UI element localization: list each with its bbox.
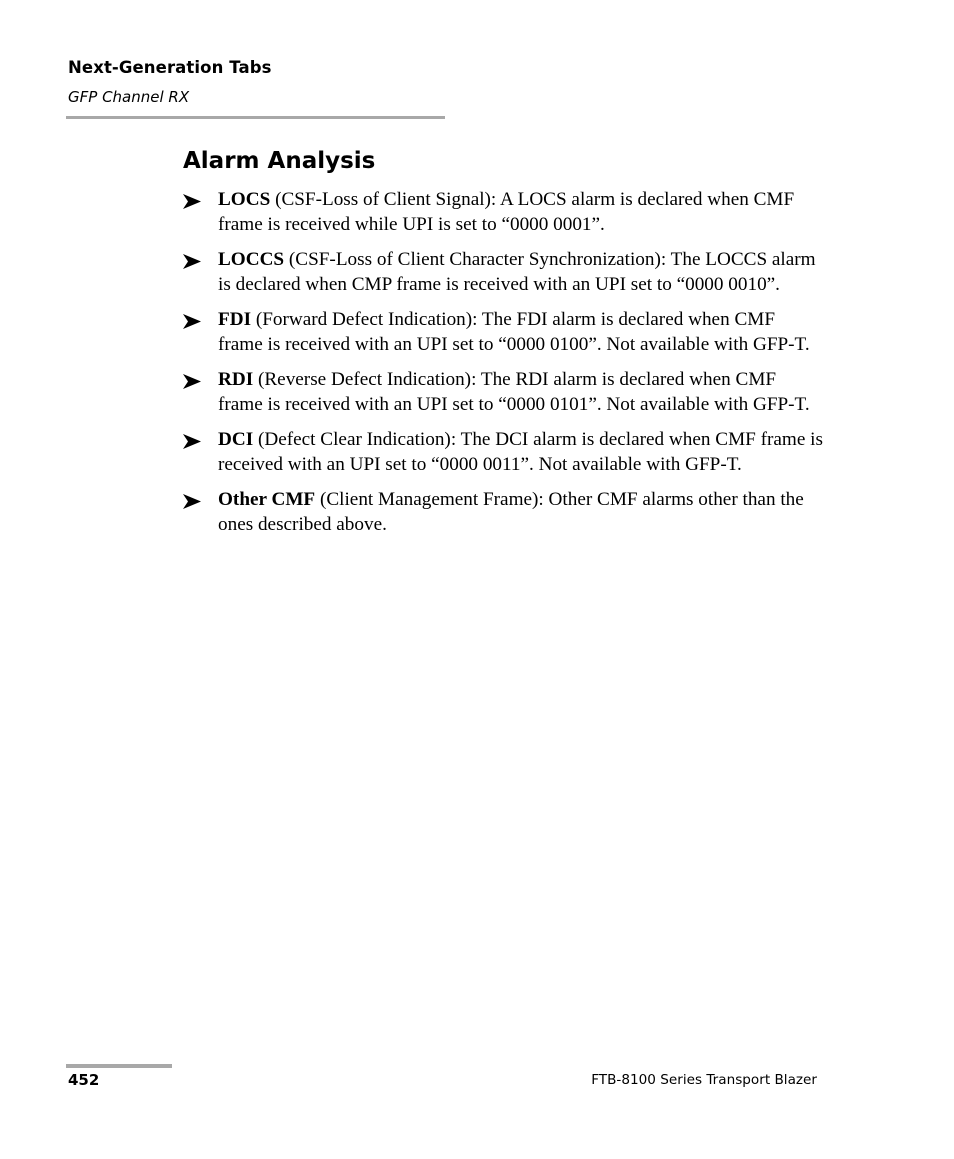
arrowhead-bullet-icon — [183, 314, 201, 329]
page-title: Alarm Analysis — [183, 148, 376, 174]
arrowhead-bullet-icon — [183, 494, 201, 509]
list-item-fdi — [183, 308, 823, 357]
list-item-rdi — [183, 368, 823, 417]
footer-product-title: FTB-8100 Series Transport Blazer — [591, 1072, 817, 1088]
footer-divider — [66, 1064, 172, 1068]
arrowhead-bullet-icon — [183, 194, 201, 209]
alarm-term: RDI — [218, 369, 254, 390]
header-subsection-title: GFP Channel RX — [68, 88, 190, 106]
alarm-description: (Reverse Defect Indication): The RDI alarm is declared when CMF frame is received with an UPI set to “0000 0101”. Not available with GFP-T. — [218, 369, 810, 415]
header-section-title: Next-Generation Tabs — [68, 58, 272, 77]
alarm-term: DCI — [218, 429, 254, 450]
arrowhead-bullet-icon — [183, 254, 201, 269]
alarm-description: (CSF-Loss of Client Character Synchronization): The LOCCS alarm is declared when CMP frame is received with an UPI set to “0000 0010”. — [218, 249, 816, 295]
alarm-term: Other CMF — [218, 489, 316, 510]
alarm-term: LOCS — [218, 189, 271, 210]
alarm-description: (Defect Clear Indication): The DCI alarm is declared when CMF frame is received with an UPI set to “0000 0011”. Not available with GFP-T. — [218, 429, 823, 475]
alarm-description: (Forward Defect Indication): The FDI alarm is declared when CMF frame is received with an UPI set to “0000 0100”. Not available with GFP-T. — [218, 309, 810, 355]
alarm-list — [183, 188, 823, 548]
page-number: 452 — [68, 1071, 100, 1089]
list-item-other-cmf — [183, 488, 823, 537]
alarm-description: (Client Management Frame): Other CMF alarms other than the ones described above. — [218, 489, 804, 535]
alarm-term: LOCCS — [218, 249, 285, 270]
alarm-description: (CSF-Loss of Client Signal): A LOCS alarm is declared when CMF frame is received while UPI is set to “0000 0001”. — [218, 189, 795, 235]
alarm-term: FDI — [218, 309, 252, 330]
list-item-loccs — [183, 248, 823, 297]
header-divider — [66, 116, 445, 119]
arrowhead-bullet-icon — [183, 434, 201, 449]
arrowhead-bullet-icon — [183, 374, 201, 389]
list-item-locs — [183, 188, 823, 237]
list-item-dci — [183, 428, 823, 477]
